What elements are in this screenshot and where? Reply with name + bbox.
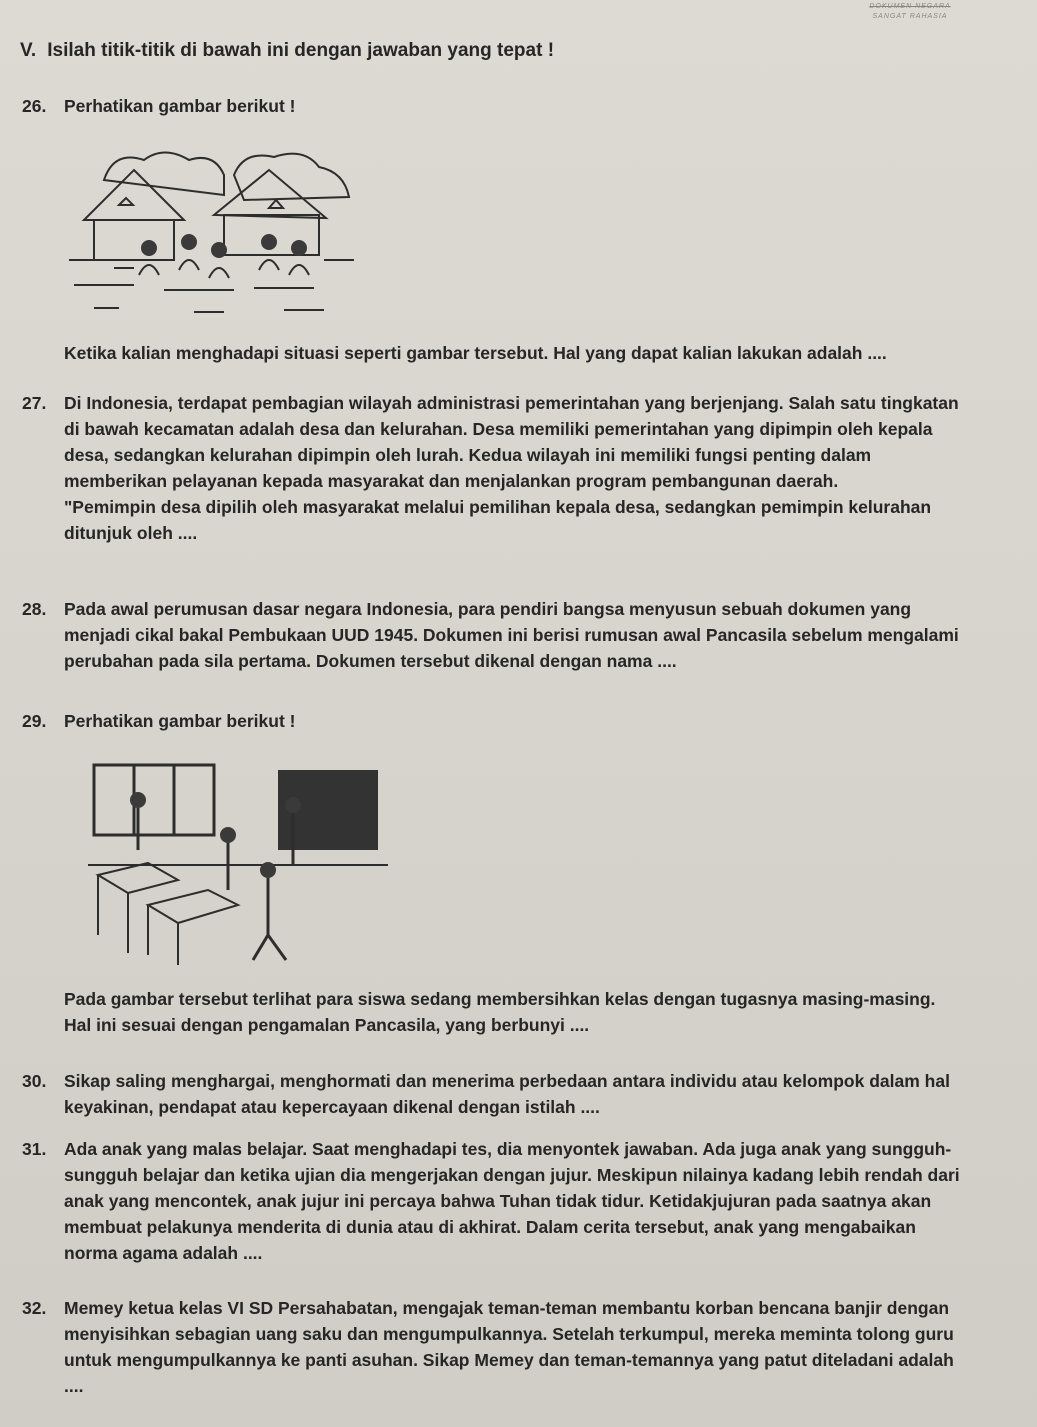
- question-text: Ada anak yang malas belajar. Saat menghadapi tes, dia menyontek jawaban. Ada juga anak yang sungguh-sungguh belajar dan ketika ujian dia mengerjakan dengan jujur. Meskipun nilainya kadang lebih rendah dari anak yang mencontek, anak jujur ini percaya bahwa Tuhan tidak tidur. Ketidakjujuran pada saatnya akan membuat pelakunya menderita di dunia atau di akhirat. Dalam cerita tersebut, anak yang mengabaikan norma agama adalah ....: [64, 1139, 960, 1263]
- question-26-text: Ketika kalian menghadapi situasi seperti gambar tersebut. Hal yang dapat kalian lakukan adalah ....: [64, 343, 887, 363]
- classroom-cleaning-illustration: [88, 755, 388, 970]
- question-text-2: "Pemimpin desa dipilih oleh masyarakat melalui pemilihan kepala desa, sedangkan pemimpin kelurahan ditunjuk oleh ....: [64, 497, 932, 543]
- question-text: Di Indonesia, terdapat pembagian wilayah administrasi pemerintahan yang berjenjang. Salah satu tingkatan di bawah kecamatan adalah desa dan kelurahan. Desa memiliki pemerintahan yang dipimpin oleh kepala desa, sedangkan kelurahan dipimpin oleh lurah. Kedua wilayah ini memiliki fungsi penting dalam memberikan pelayanan kepada masyarakat dan menjalankan program pembangunan daerah.: [64, 393, 959, 491]
- question-26-intro: [22, 93, 967, 119]
- question-27: [22, 390, 967, 546]
- section-number: V.: [20, 40, 37, 61]
- section-heading: [20, 40, 554, 62]
- flood-illustration: [64, 140, 364, 325]
- question-number: 30.: [22, 1071, 47, 1091]
- question-number: 26.: [22, 96, 47, 116]
- question-text: Pada awal perumusan dasar negara Indonesia, para pendiri bangsa menyusun sebuah dokumen yang menjadi cikal bakal Pembukaan UUD 1945. Dokumen ini berisi rumusan awal Pancasila sebelum mengalami perubahan pada sila pertama. Dokumen tersebut dikenal dengan nama ....: [64, 599, 959, 671]
- question-number: 29.: [22, 711, 47, 731]
- question-intro-text: Perhatikan gambar berikut !: [64, 96, 296, 116]
- question-32: [22, 1295, 967, 1399]
- question-number: 32.: [22, 1298, 47, 1318]
- question-text: Sikap saling menghargai, menghormati dan menerima perbedaan antara individu atau kelompok dalam hal keyakinan, pendapat atau kepercayaan dikenal dengan istilah ....: [64, 1071, 950, 1117]
- question-28: [22, 596, 967, 674]
- question-30: [22, 1068, 967, 1120]
- question-number: 28.: [22, 599, 47, 619]
- document-stamp: DOKUMEN NEGARA SANGAT RAHASIA: [869, 3, 951, 20]
- question-29-intro: [22, 708, 967, 734]
- question-number: 31.: [22, 1139, 47, 1159]
- question-intro-text: Perhatikan gambar berikut !: [64, 711, 296, 731]
- question-31: [22, 1136, 967, 1266]
- section-title: Isilah titik-titik di bawah ini dengan jawaban yang tepat !: [47, 40, 555, 61]
- question-29-text: Pada gambar tersebut terlihat para siswa sedang membersihkan kelas dengan tugasnya masing-masing. Hal ini sesuai dengan pengamalan Pancasila, yang berbunyi ....: [64, 989, 936, 1035]
- question-number: 27.: [22, 393, 47, 413]
- question-text: Memey ketua kelas VI SD Persahabatan, mengajak teman-teman membantu korban bencana banjir dengan menyisihkan sebagian uang saku dan mengumpulkannya. Setelah terkumpul, mereka meminta tolong guru untuk mengumpulkannya ke panti asuhan. Sikap Memey dan teman-temannya yang patut diteladani adalah ....: [64, 1298, 954, 1396]
